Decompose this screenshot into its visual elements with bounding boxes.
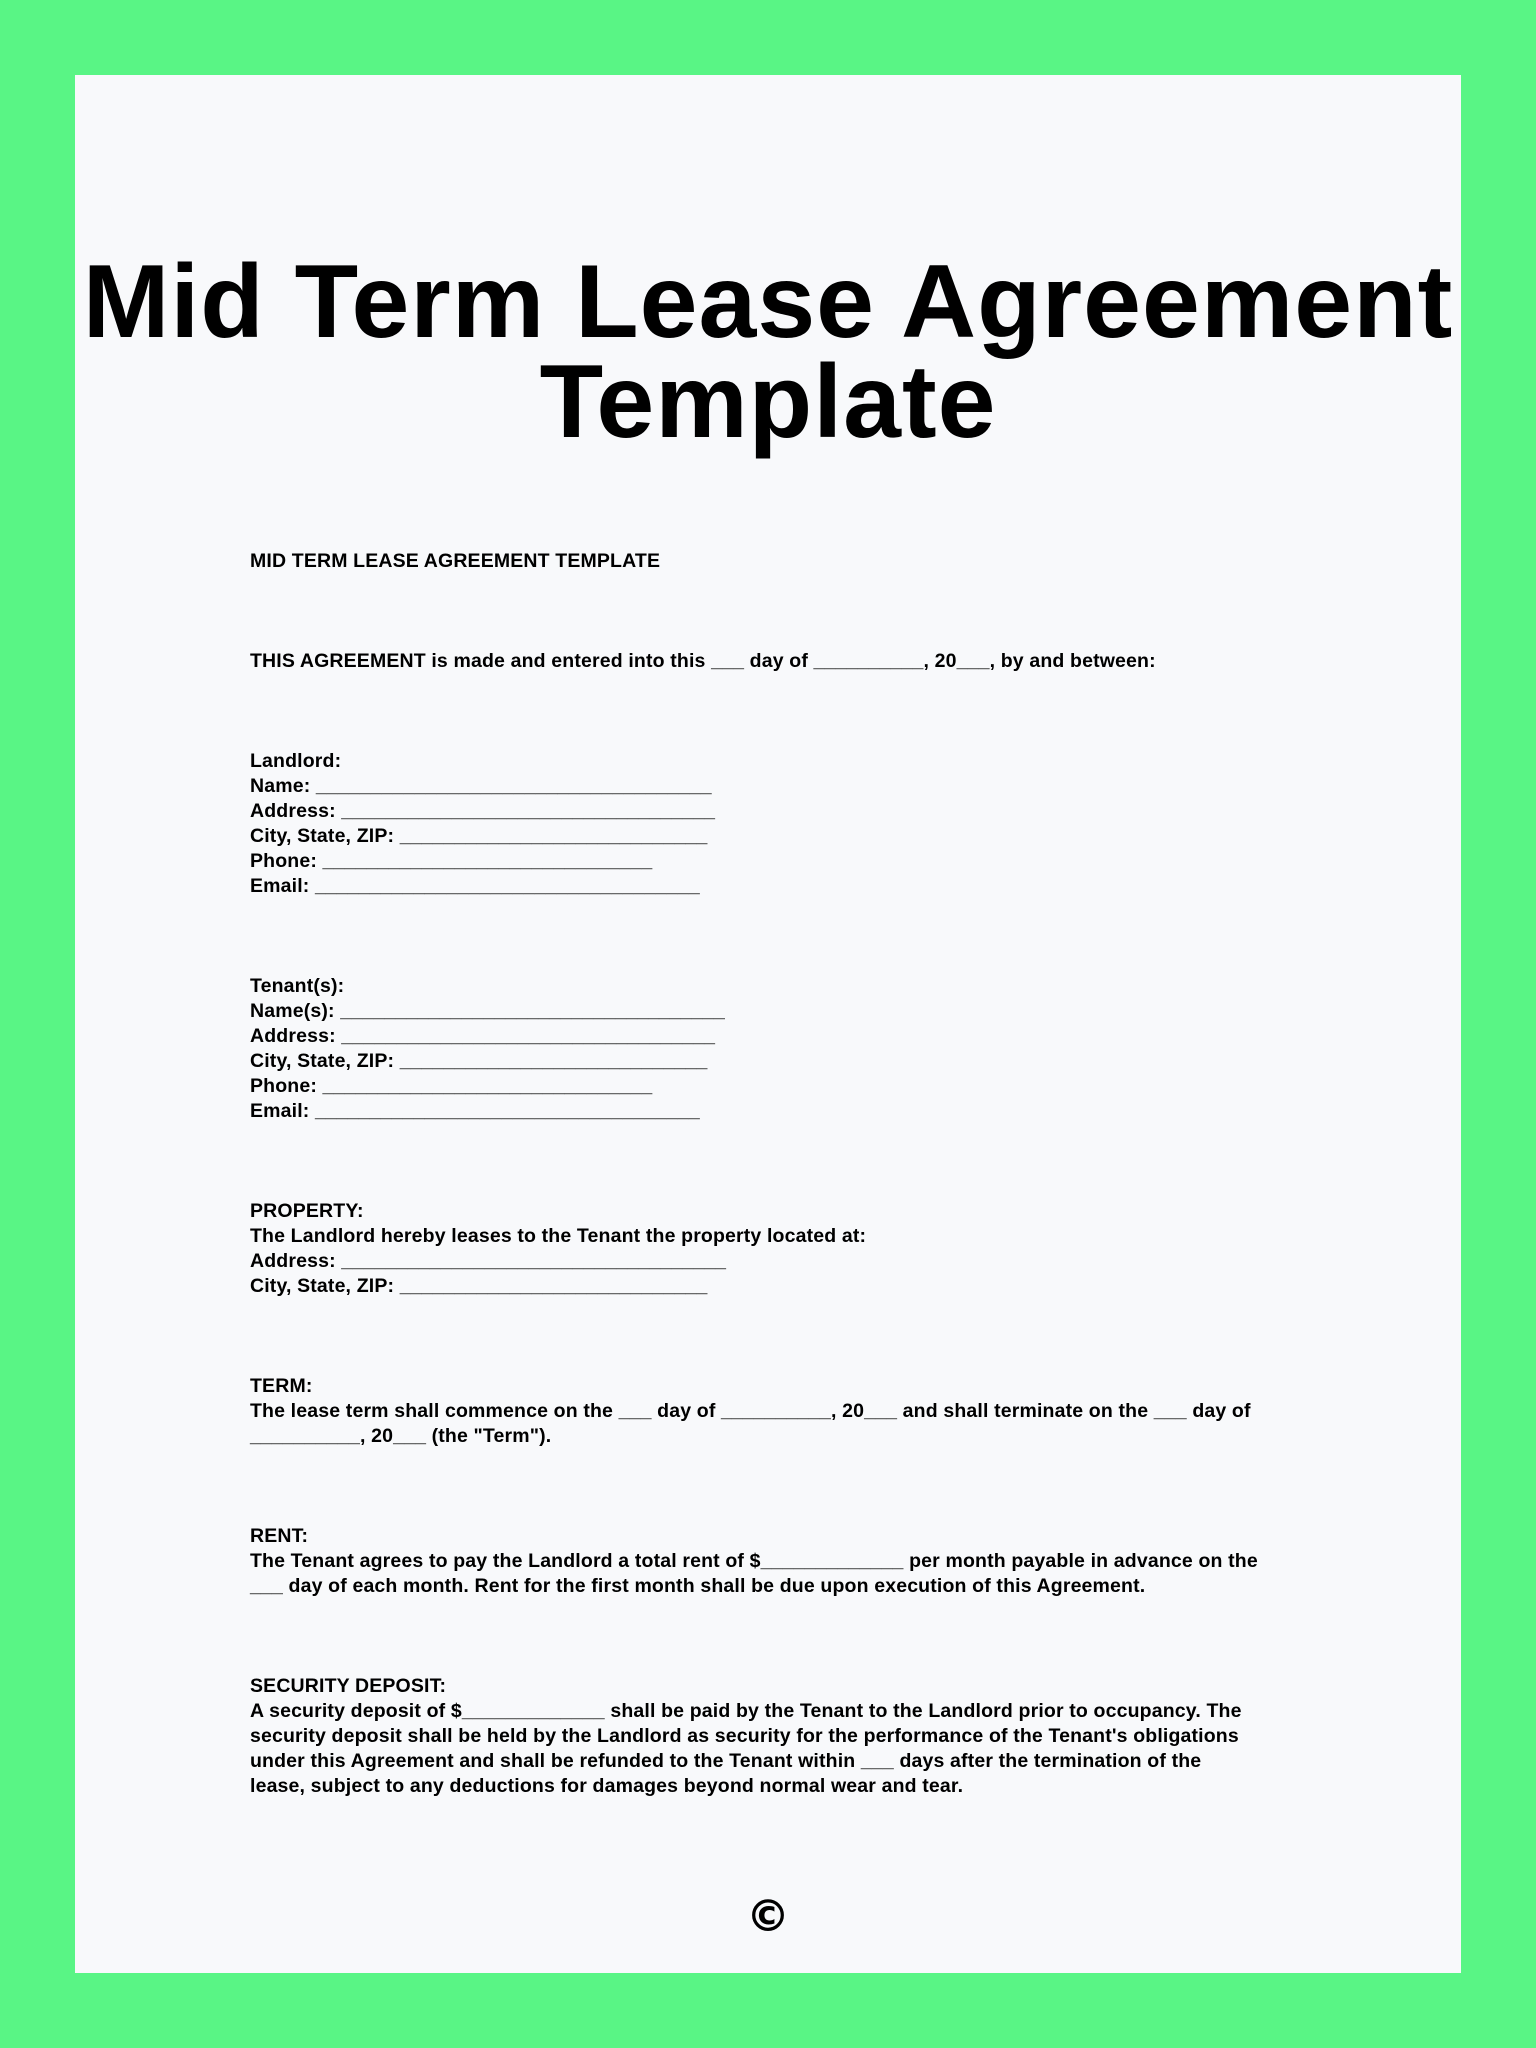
tenant-phone-field: Phone: ______________________________ bbox=[250, 1075, 653, 1097]
page-title bbox=[75, 244, 1461, 460]
landlord-city-field: City, State, ZIP: ____________________________ bbox=[250, 825, 708, 847]
agreement-intro: THIS AGREEMENT is made and entered into this ___ day of __________, 20___, by and between: bbox=[250, 650, 1156, 672]
landlord-label: Landlord: bbox=[250, 750, 342, 772]
term-section bbox=[250, 1374, 1370, 1449]
document-page bbox=[75, 75, 1461, 1973]
tenant-email-field: Email: ___________________________________ bbox=[250, 1100, 700, 1122]
security-deposit-section bbox=[250, 1674, 1370, 1799]
term-text-line: __________, 20___ (the "Term"). bbox=[250, 1425, 552, 1447]
tenant-name-field: Name(s): ___________________________________ bbox=[250, 1000, 726, 1022]
security-deposit-text-line: A security deposit of $_____________ shall be paid by the Tenant to the Landlord prior to occupancy. The bbox=[250, 1700, 1242, 1722]
rent-text-line: ___ day of each month. Rent for the first month shall be due upon execution of this Agreement. bbox=[250, 1575, 1146, 1597]
property-label: PROPERTY: bbox=[250, 1200, 364, 1222]
term-label: TERM: bbox=[250, 1375, 313, 1397]
page-title-line-1: Mid Term Lease Agreement bbox=[82, 244, 1454, 360]
landlord-section bbox=[250, 749, 1370, 899]
rent-section bbox=[250, 1524, 1370, 1599]
page-title-line-2: Template bbox=[539, 344, 997, 460]
security-deposit-text-line: lease, subject to any deductions for damages beyond normal wear and tear. bbox=[250, 1775, 964, 1797]
tenant-label: Tenant(s): bbox=[250, 975, 345, 997]
property-city-field: City, State, ZIP: ____________________________ bbox=[250, 1275, 708, 1297]
landlord-address-field: Address: __________________________________ bbox=[250, 800, 716, 822]
document-body bbox=[250, 549, 1370, 1799]
tenant-section bbox=[250, 974, 1370, 1124]
property-section bbox=[250, 1199, 1370, 1299]
tenant-address-field: Address: __________________________________ bbox=[250, 1025, 716, 1047]
property-address-field: Address: ___________________________________ bbox=[250, 1250, 727, 1272]
security-deposit-text-line: under this Agreement and shall be refunded to the Tenant within ___ days after the termination of the bbox=[250, 1750, 1202, 1772]
document-heading: MID TERM LEASE AGREEMENT TEMPLATE bbox=[250, 550, 661, 572]
tenant-city-field: City, State, ZIP: ____________________________ bbox=[250, 1050, 708, 1072]
term-text-line: The lease term shall commence on the ___ day of __________, 20___ and shall terminate on the ___ day of bbox=[250, 1400, 1251, 1422]
copyright-icon: © bbox=[746, 1891, 790, 1942]
landlord-email-field: Email: ___________________________________ bbox=[250, 875, 700, 897]
landlord-phone-field: Phone: ______________________________ bbox=[250, 850, 653, 872]
rent-label: RENT: bbox=[250, 1525, 309, 1547]
landlord-name-field: Name: ____________________________________ bbox=[250, 775, 712, 797]
rent-text-line: The Tenant agrees to pay the Landlord a total rent of $_____________ per month payable in advance on the bbox=[250, 1550, 1258, 1572]
property-description: The Landlord hereby leases to the Tenant the property located at: bbox=[250, 1225, 867, 1247]
security-deposit-text-line: security deposit shall be held by the Landlord as security for the performance of the Tenant's obligations bbox=[250, 1725, 1239, 1747]
security-deposit-label: SECURITY DEPOSIT: bbox=[250, 1675, 447, 1697]
